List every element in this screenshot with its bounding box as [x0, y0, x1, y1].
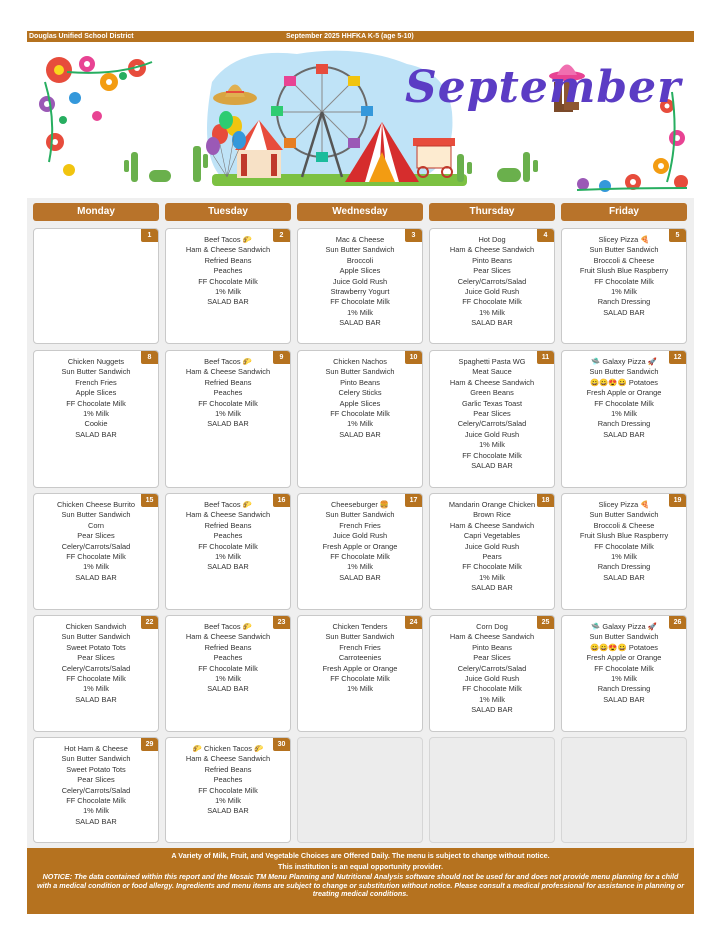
menu-item: Apple Slices	[75, 388, 117, 398]
day-cell	[33, 350, 159, 488]
menu-item: Ranch Dressing	[597, 419, 651, 429]
day-number: 2	[273, 229, 290, 242]
menu-item: SALAD BAR	[603, 429, 645, 439]
menu-item: Meat Sauce	[472, 367, 512, 377]
menu-item: FF Chocolate Milk	[198, 276, 258, 286]
menu-item: Ham & Cheese Sandwich	[449, 520, 535, 530]
menu-item: Garlic Texas Toast	[461, 398, 523, 408]
menu-item: SALAD BAR	[75, 429, 117, 439]
menu-item: French Fries	[339, 642, 381, 652]
menu-item: Pear Slices	[473, 653, 511, 663]
menu-item-list	[166, 235, 290, 308]
menu-item: FF Chocolate Milk	[66, 552, 126, 562]
menu-item: Ham & Cheese Sandwich	[185, 245, 271, 255]
menu-item: FF Chocolate Milk	[66, 796, 126, 806]
menu-item: Sun Butter Sandwich	[325, 632, 395, 642]
menu-item: Sweet Potato Tots	[66, 764, 126, 774]
menu-item: SALAD BAR	[471, 705, 513, 715]
day-cell	[33, 737, 159, 843]
menu-item: Broccoli & Cheese	[593, 520, 655, 530]
day-number: 30	[273, 738, 290, 751]
menu-item: Sun Butter Sandwich	[61, 632, 131, 642]
district-name: Douglas Unified School District	[29, 33, 134, 40]
menu-item: Mac & Cheese	[335, 235, 385, 244]
menu-item: Pinto Beans	[472, 642, 512, 652]
footer-notice: NOTICE: The data contained within this report and the Mosaic TM Menu Planning and Nutritional Analysis software should not be used for and does not provide menu planning for a child with a medical condition or food allergy. Ingredients and menu items are subject to change or substitution without notice. Please consult a medical professional for assistance in planning or treating medical conditions.	[36, 872, 685, 899]
menu-item: Refried Beans	[204, 255, 252, 265]
day-cell	[297, 615, 423, 732]
menu-item: FF Chocolate Milk	[198, 663, 258, 673]
menu-item: Sun Butter Sandwich	[589, 510, 659, 520]
menu-item: FF Chocolate Milk	[462, 684, 522, 694]
menu-item: 1% Milk	[347, 684, 373, 694]
day-cell	[561, 350, 687, 488]
menu-item: SALAD BAR	[207, 297, 249, 307]
menu-item: 1% Milk	[479, 572, 505, 582]
menu-item-list	[34, 500, 158, 583]
day-cell	[165, 493, 291, 610]
menu-item: Sun Butter Sandwich	[589, 245, 659, 255]
day-number: 4	[537, 229, 554, 242]
menu-item: SALAD BAR	[471, 461, 513, 471]
menu-item-list	[430, 235, 554, 329]
menu-item: Hot Dog	[478, 235, 506, 244]
menu-title: September 2025 HHFKA K-5 (age 5-10)	[286, 33, 414, 40]
menu-item-list	[34, 357, 158, 440]
weekday-header-tuesday: Tuesday	[165, 203, 291, 221]
day-number: 3	[405, 229, 422, 242]
menu-item: 1% Milk	[215, 287, 241, 297]
menu-item: Sun Butter Sandwich	[61, 367, 131, 377]
menu-item: FF Chocolate Milk	[330, 297, 390, 307]
menu-item-list	[166, 744, 290, 817]
menu-item: Sun Butter Sandwich	[325, 510, 395, 520]
menu-item: 1% Milk	[83, 562, 109, 572]
menu-item-list	[430, 622, 554, 716]
menu-item: Celery/Carrots/Salad	[61, 541, 131, 551]
menu-item: Sun Butter Sandwich	[61, 510, 131, 520]
day-number: 24	[405, 616, 422, 629]
day-cell	[561, 615, 687, 732]
menu-item: Fresh Apple or Orange	[586, 653, 662, 663]
menu-item: SALAD BAR	[339, 318, 381, 328]
day-number: 8	[141, 351, 158, 364]
menu-item-list	[430, 357, 554, 471]
empty-day-cell	[297, 737, 423, 843]
menu-item: Ranch Dressing	[597, 562, 651, 572]
empty-day-cell	[561, 737, 687, 843]
day-number: 29	[141, 738, 158, 751]
menu-item: Chicken Sandwich	[65, 622, 127, 631]
weekday-header-thursday: Thursday	[429, 203, 555, 221]
menu-item: FF Chocolate Milk	[594, 276, 654, 286]
day-number: 5	[669, 229, 686, 242]
menu-item: 1% Milk	[215, 409, 241, 419]
menu-item: SALAD BAR	[603, 572, 645, 582]
menu-item: Brown Rice	[473, 510, 511, 520]
menu-item: Fresh Apple or Orange	[586, 388, 662, 398]
weekday-header-friday: Friday	[561, 203, 687, 221]
menu-item: Refried Beans	[204, 764, 252, 774]
menu-item: Sweet Potato Tots	[66, 642, 126, 652]
menu-item: Beef Tacos 🌮	[204, 235, 252, 244]
day-cell	[33, 615, 159, 732]
menu-item: SALAD BAR	[603, 307, 645, 317]
footer-equal-opportunity: This institution is an equal opportunity provider.	[278, 862, 443, 871]
menu-item-list	[166, 357, 290, 430]
menu-item: Peaches	[213, 266, 243, 276]
menu-item: 😀😀😍😀 Potatoes	[589, 642, 659, 652]
menu-item: Pears	[482, 552, 502, 562]
menu-item: SALAD BAR	[75, 572, 117, 582]
menu-item: Pear Slices	[473, 409, 511, 419]
menu-item: Fruit Slush Blue Raspberry	[579, 266, 669, 276]
menu-item: 1% Milk	[215, 674, 241, 684]
menu-item: Peaches	[213, 531, 243, 541]
menu-item: 🌮 Chicken Tacos 🌮	[192, 744, 264, 753]
menu-item: FF Chocolate Milk	[198, 541, 258, 551]
day-number: 17	[405, 494, 422, 507]
menu-item: 1% Milk	[347, 562, 373, 572]
menu-item: Fresh Apple or Orange	[322, 541, 398, 551]
menu-item: Ranch Dressing	[597, 684, 651, 694]
menu-item-list	[298, 500, 422, 583]
menu-item: Sun Butter Sandwich	[61, 754, 131, 764]
menu-item: Celery/Carrots/Salad	[457, 419, 527, 429]
menu-item: SALAD BAR	[207, 806, 249, 816]
day-number: 9	[273, 351, 290, 364]
menu-item: FF Chocolate Milk	[66, 398, 126, 408]
menu-item: FF Chocolate Milk	[330, 674, 390, 684]
menu-item: Celery/Carrots/Salad	[61, 663, 131, 673]
menu-item: FF Chocolate Milk	[594, 398, 654, 408]
menu-item: French Fries	[339, 520, 381, 530]
weekday-header-monday: Monday	[33, 203, 159, 221]
day-number: 1	[141, 229, 158, 242]
menu-item: Ranch Dressing	[597, 297, 651, 307]
menu-item: SALAD BAR	[207, 684, 249, 694]
menu-item: FF Chocolate Milk	[330, 552, 390, 562]
footer-offer-note: A Variety of Milk, Fruit, and Vegetable Choices are Offered Daily. The menu is subject to change without notice.	[171, 851, 550, 860]
menu-item: FF Chocolate Milk	[198, 785, 258, 795]
menu-item: Sun Butter Sandwich	[325, 367, 395, 377]
menu-item: Sun Butter Sandwich	[589, 632, 659, 642]
day-number: 10	[405, 351, 422, 364]
menu-item: Hot Ham & Cheese	[64, 744, 128, 753]
menu-item: 1% Milk	[83, 806, 109, 816]
day-cell	[297, 350, 423, 488]
menu-item: Green Beans	[470, 388, 514, 398]
menu-item: 1% Milk	[83, 684, 109, 694]
day-number: 19	[669, 494, 686, 507]
menu-item: 1% Milk	[215, 796, 241, 806]
menu-item: Refried Beans	[204, 520, 252, 530]
day-cell	[297, 228, 423, 344]
day-cell	[165, 737, 291, 843]
menu-item-list	[34, 744, 158, 827]
menu-item: Pear Slices	[77, 531, 115, 541]
menu-item-list	[166, 500, 290, 573]
menu-item: Peaches	[213, 653, 243, 663]
menu-item: Celery/Carrots/Salad	[457, 663, 527, 673]
banner-month-word: September	[405, 62, 682, 113]
menu-item: 1% Milk	[215, 552, 241, 562]
menu-item: Ham & Cheese Sandwich	[185, 510, 271, 520]
menu-item: 1% Milk	[479, 694, 505, 704]
menu-item: Pinto Beans	[472, 255, 512, 265]
menu-item: Fruit Slush Blue Raspberry	[579, 531, 669, 541]
menu-item: Refried Beans	[204, 377, 252, 387]
menu-item: 1% Milk	[347, 419, 373, 429]
menu-item: Apple Slices	[339, 398, 381, 408]
menu-item: Apple Slices	[339, 266, 381, 276]
menu-item: FF Chocolate Milk	[462, 450, 522, 460]
menu-item: Cookie	[84, 419, 108, 429]
menu-item: 1% Milk	[611, 552, 637, 562]
menu-item: Peaches	[213, 775, 243, 785]
menu-item: 🛸 Galaxy Pizza 🚀	[591, 622, 657, 631]
menu-item: FF Chocolate Milk	[330, 409, 390, 419]
menu-item: FF Chocolate Milk	[198, 398, 258, 408]
menu-item: Slicey Pizza 🍕	[598, 500, 650, 509]
day-cell	[297, 493, 423, 610]
day-number: 16	[273, 494, 290, 507]
menu-item: Broccoli & Cheese	[593, 255, 655, 265]
menu-item: French Fries	[75, 377, 117, 387]
september-banner	[27, 42, 694, 198]
menu-item: SALAD BAR	[339, 429, 381, 439]
menu-item-list	[562, 500, 686, 583]
day-number: 15	[141, 494, 158, 507]
menu-item: SALAD BAR	[471, 318, 513, 328]
day-cell	[429, 228, 555, 344]
menu-item: Juice Gold Rush	[464, 287, 520, 297]
day-cell	[165, 350, 291, 488]
menu-item: Pear Slices	[473, 266, 511, 276]
menu-item: Cheeseburger 🍔	[330, 500, 390, 509]
menu-item: SALAD BAR	[471, 583, 513, 593]
menu-item: Fresh Apple or Orange	[322, 663, 398, 673]
menu-item: FF Chocolate Milk	[594, 663, 654, 673]
menu-item: 1% Milk	[611, 674, 637, 684]
menu-item: Chicken Nuggets	[67, 357, 125, 366]
menu-item: 1% Milk	[611, 287, 637, 297]
menu-item: 1% Milk	[347, 307, 373, 317]
menu-item: Juice Gold Rush	[332, 531, 388, 541]
day-cell	[429, 615, 555, 732]
menu-item: SALAD BAR	[75, 694, 117, 704]
day-cell	[561, 228, 687, 344]
menu-item: FF Chocolate Milk	[462, 562, 522, 572]
menu-item: Capri Vegetables	[463, 531, 521, 541]
menu-item: Sun Butter Sandwich	[325, 245, 395, 255]
menu-item: Celery/Carrots/Salad	[457, 276, 527, 286]
menu-item: Broccoli	[346, 255, 374, 265]
menu-item: SALAD BAR	[603, 694, 645, 704]
menu-item: Beef Tacos 🌮	[204, 500, 252, 509]
day-number: 18	[537, 494, 554, 507]
menu-item-list	[298, 357, 422, 440]
day-cell	[33, 228, 159, 344]
menu-item: 1% Milk	[479, 440, 505, 450]
menu-item: Pinto Beans	[340, 377, 380, 387]
menu-item: Corn	[87, 520, 105, 530]
day-number: 22	[141, 616, 158, 629]
day-number: 11	[537, 351, 554, 364]
calendar-grid	[27, 198, 694, 848]
menu-item: Beef Tacos 🌮	[204, 357, 252, 366]
menu-item-list	[298, 622, 422, 695]
menu-item-list	[298, 235, 422, 329]
menu-item: SALAD BAR	[207, 562, 249, 572]
menu-item: Chicken Cheese Burrito	[56, 500, 136, 509]
day-cell	[33, 493, 159, 610]
weekday-header-wednesday: Wednesday	[297, 203, 423, 221]
day-number: 23	[273, 616, 290, 629]
day-cell	[429, 350, 555, 488]
menu-item: FF Chocolate Milk	[462, 297, 522, 307]
header-bar	[27, 31, 694, 42]
menu-item: Slicey Pizza 🍕	[598, 235, 650, 244]
menu-item: SALAD BAR	[207, 419, 249, 429]
menu-item: Ham & Cheese Sandwich	[185, 754, 271, 764]
menu-item: Refried Beans	[204, 642, 252, 652]
day-number: 12	[669, 351, 686, 364]
menu-item: Strawberry Yogurt	[330, 287, 390, 297]
menu-item: Juice Gold Rush	[464, 674, 520, 684]
menu-item-list	[166, 622, 290, 695]
menu-item-list	[562, 235, 686, 318]
menu-item: 1% Milk	[479, 307, 505, 317]
day-number: 26	[669, 616, 686, 629]
menu-item: Ham & Cheese Sandwich	[449, 245, 535, 255]
day-number: 25	[537, 616, 554, 629]
menu-item: Celery/Carrots/Salad	[61, 785, 131, 795]
menu-item-list	[34, 622, 158, 705]
day-cell	[429, 493, 555, 610]
menu-item: Juice Gold Rush	[464, 429, 520, 439]
day-cell	[165, 228, 291, 344]
empty-day-cell	[429, 737, 555, 843]
menu-item: 🛸 Galaxy Pizza 🚀	[591, 357, 657, 366]
menu-item-list	[562, 357, 686, 440]
menu-item: Pear Slices	[77, 775, 115, 785]
menu-item: Pear Slices	[77, 653, 115, 663]
menu-item: 1% Milk	[611, 409, 637, 419]
day-cell	[561, 493, 687, 610]
menu-item: Peaches	[213, 388, 243, 398]
menu-item: 1% Milk	[83, 409, 109, 419]
menu-item: Chicken Nachos	[333, 357, 387, 366]
menu-item: Sun Butter Sandwich	[589, 367, 659, 377]
menu-item: Beef Tacos 🌮	[204, 622, 252, 631]
menu-item: Carroteenies	[338, 653, 382, 663]
menu-item: Mandarin Orange Chicken	[448, 500, 536, 509]
menu-item-list	[430, 500, 554, 594]
menu-item: Juice Gold Rush	[464, 541, 520, 551]
day-cell	[165, 615, 291, 732]
footer	[27, 848, 694, 914]
menu-item: Celery Sticks	[338, 388, 382, 398]
menu-item-list	[562, 622, 686, 705]
menu-item: Ham & Cheese Sandwich	[449, 632, 535, 642]
menu-item: SALAD BAR	[75, 816, 117, 826]
menu-item: FF Chocolate Milk	[66, 674, 126, 684]
menu-item: Juice Gold Rush	[332, 276, 388, 286]
menu-item: Corn Dog	[476, 622, 508, 631]
menu-item: Ham & Cheese Sandwich	[449, 377, 535, 387]
menu-item: Ham & Cheese Sandwich	[185, 367, 271, 377]
menu-item: Spaghetti Pasta WG	[458, 357, 526, 366]
menu-item: 😀😀😍😀 Potatoes	[589, 377, 659, 387]
menu-item: FF Chocolate Milk	[594, 541, 654, 551]
menu-item: Ham & Cheese Sandwich	[185, 632, 271, 642]
menu-item: SALAD BAR	[339, 572, 381, 582]
menu-item: Chicken Tenders	[332, 622, 388, 631]
